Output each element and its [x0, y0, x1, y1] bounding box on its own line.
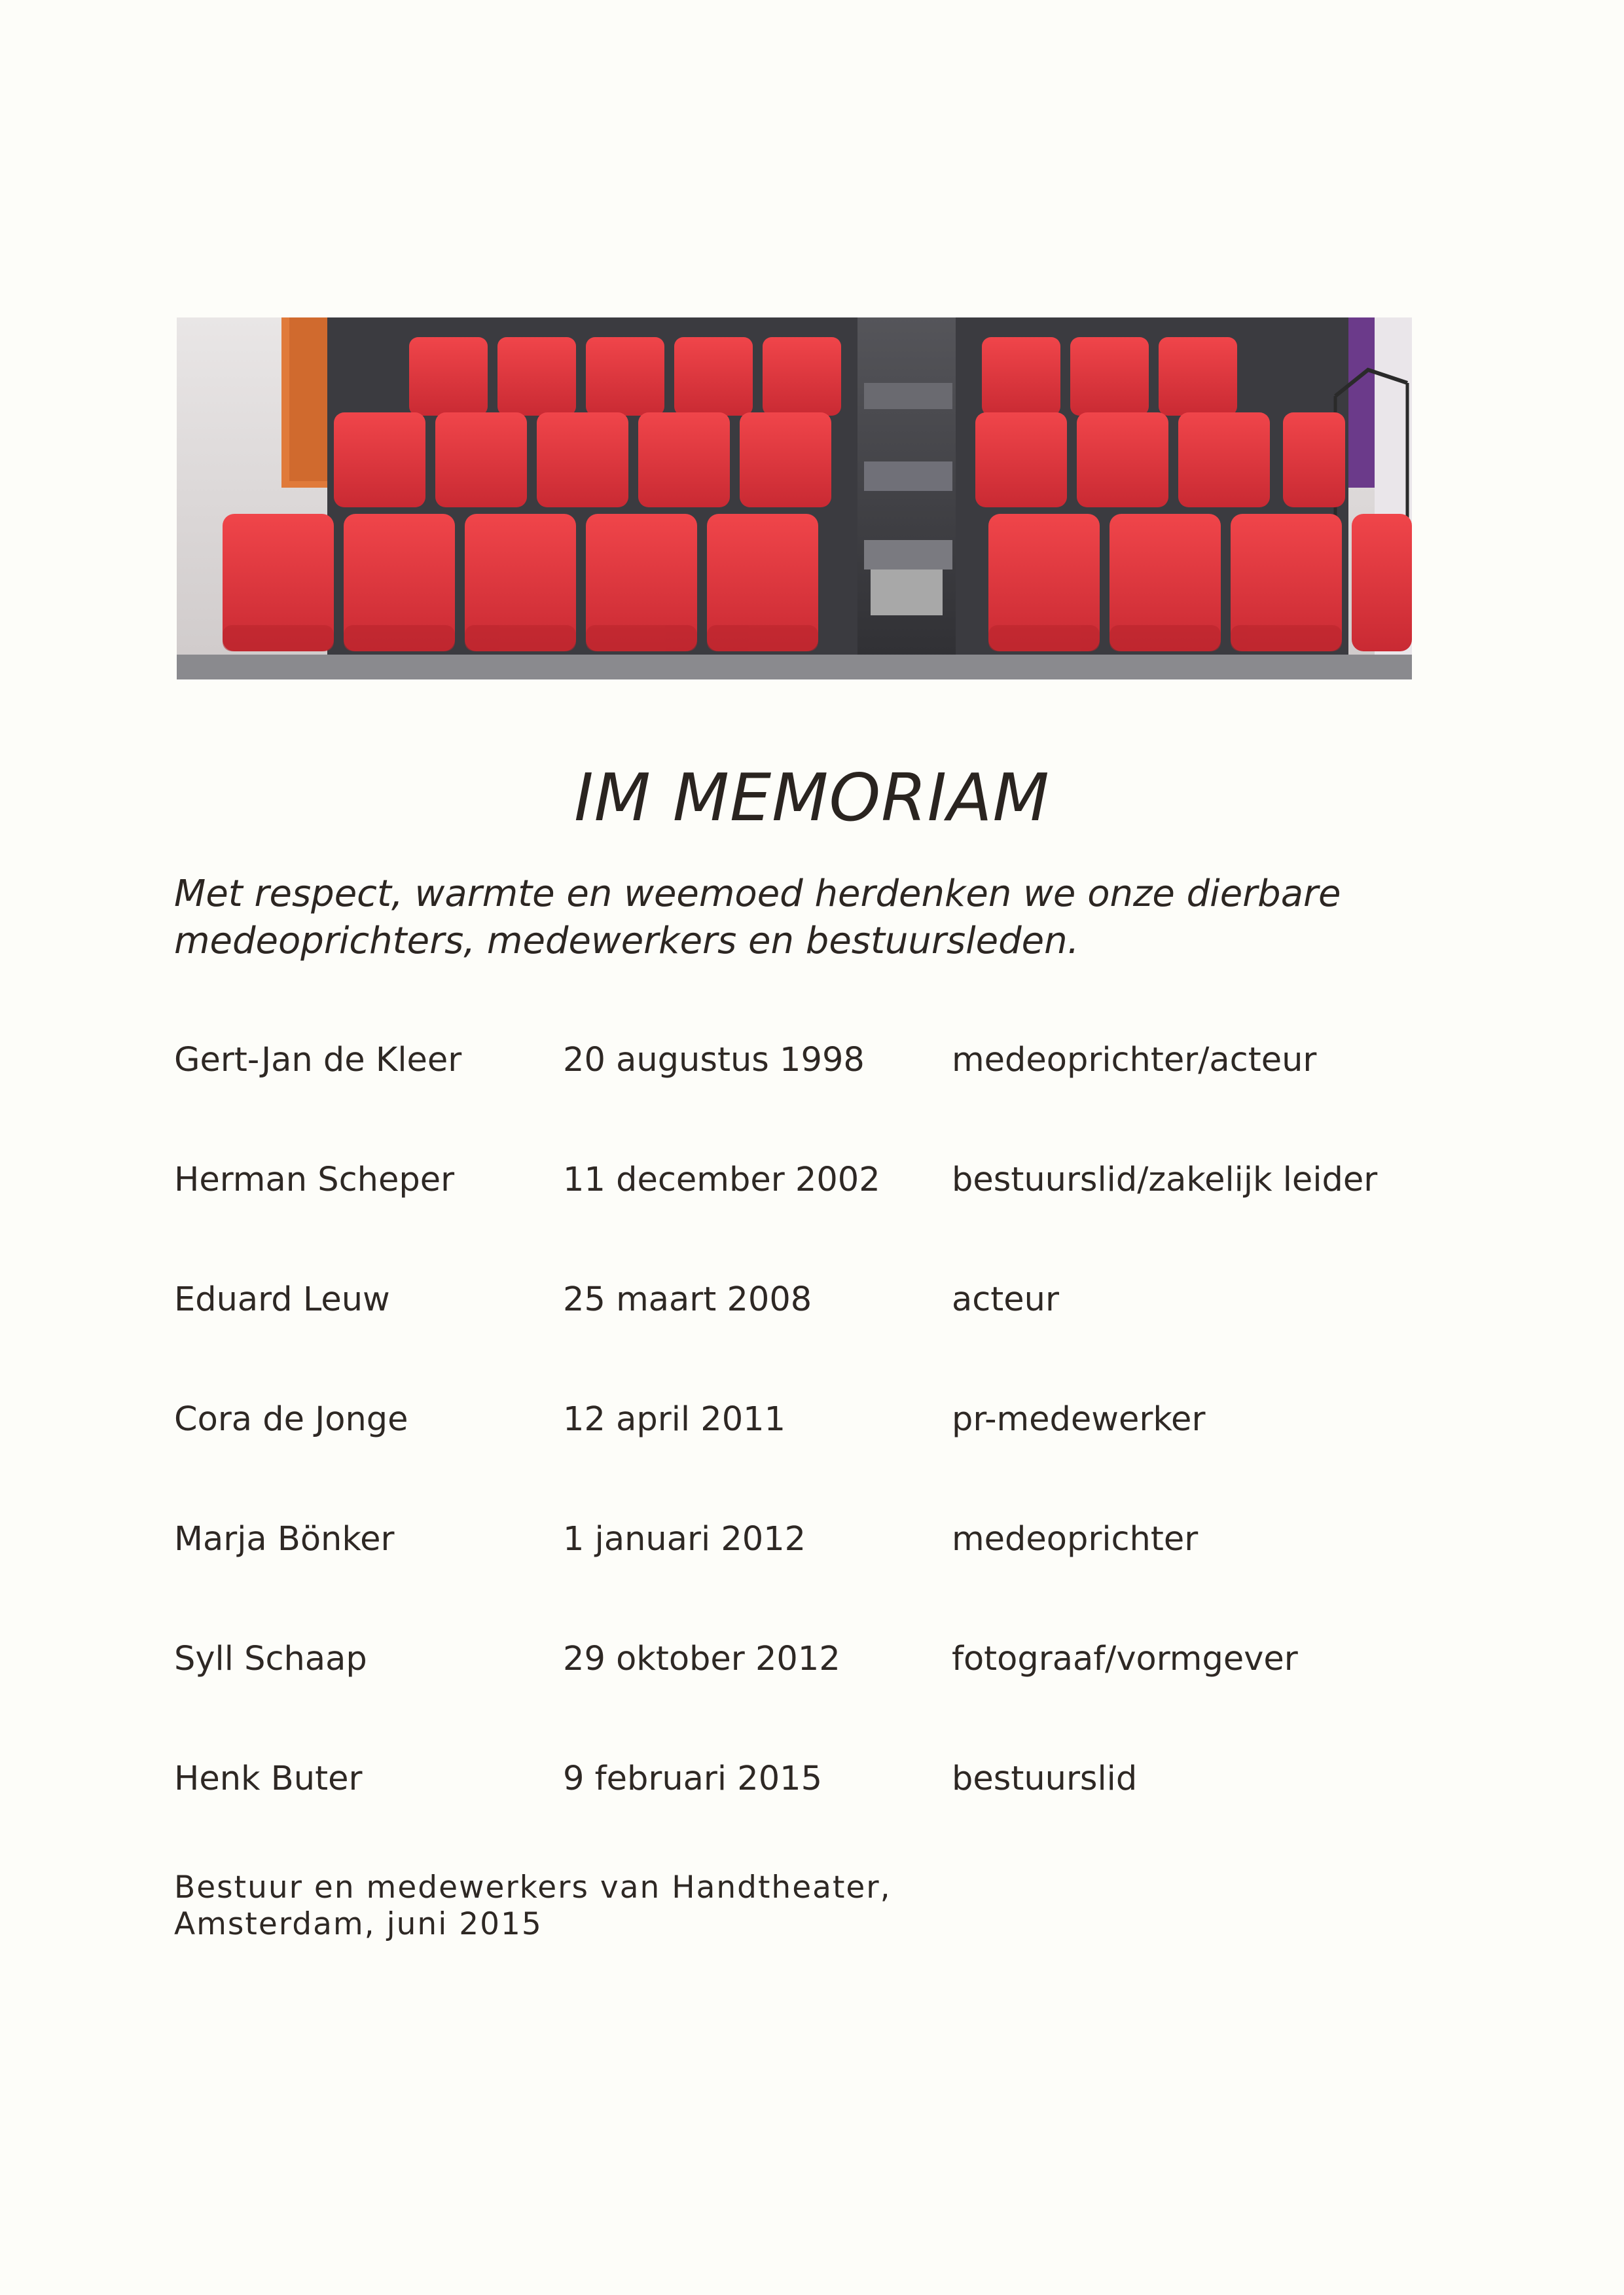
- entry-name: Marja Bönker: [174, 1520, 395, 1559]
- memorial-entry: [174, 1038, 1451, 1083]
- entry-name: Herman Scheper: [174, 1161, 455, 1199]
- entry-role: medeoprichter: [952, 1520, 1199, 1559]
- entry-role: acteur: [952, 1280, 1059, 1319]
- memorial-entry: [174, 1157, 1451, 1203]
- memorial-entry: [174, 1517, 1451, 1563]
- entry-date: 20 augustus 1998: [563, 1041, 865, 1079]
- intro-text: [174, 871, 1418, 965]
- entry-date: 9 februari 2015: [563, 1760, 823, 1798]
- page-title: IM MEMORIAM: [574, 759, 1050, 836]
- header-photo: [177, 317, 1412, 679]
- entry-date: 11 december 2002: [563, 1161, 880, 1199]
- entry-name: Syll Schaap: [174, 1640, 367, 1678]
- entry-role: medeoprichter/acteur: [952, 1041, 1317, 1079]
- entry-date: 25 maart 2008: [563, 1280, 812, 1319]
- entry-name: Henk Buter: [174, 1760, 363, 1798]
- signature-footer: [174, 1870, 892, 1943]
- entry-role: fotograaf/vormgever: [952, 1640, 1298, 1678]
- entry-name: Eduard Leuw: [174, 1280, 390, 1319]
- entry-date: 1 januari 2012: [563, 1520, 806, 1559]
- memorial-entry: [174, 1756, 1451, 1802]
- entry-date: 12 april 2011: [563, 1400, 786, 1439]
- theater-seats-image: [177, 317, 1412, 679]
- memorial-entry: [174, 1397, 1451, 1443]
- entry-role: bestuurslid/zakelijk leider: [952, 1161, 1378, 1199]
- entry-date: 29 oktober 2012: [563, 1640, 840, 1678]
- memorial-entry: [174, 1277, 1451, 1323]
- entry-name: Cora de Jonge: [174, 1400, 408, 1439]
- footer-line-1: Bestuur en medewerkers van Handtheater,: [174, 1870, 892, 1906]
- intro-line-2: medeoprichters, medewerkers en bestuursleden.: [174, 920, 1079, 962]
- entry-name: Gert-Jan de Kleer: [174, 1041, 462, 1079]
- footer-line-2: Amsterdam, juni 2015: [174, 1906, 543, 1942]
- intro-line-1: Met respect, warmte en weemoed herdenken we onze dierbare: [174, 873, 1341, 915]
- entry-role: pr-medewerker: [952, 1400, 1206, 1439]
- entry-role: bestuurslid: [952, 1760, 1138, 1798]
- memorial-entry: [174, 1636, 1451, 1682]
